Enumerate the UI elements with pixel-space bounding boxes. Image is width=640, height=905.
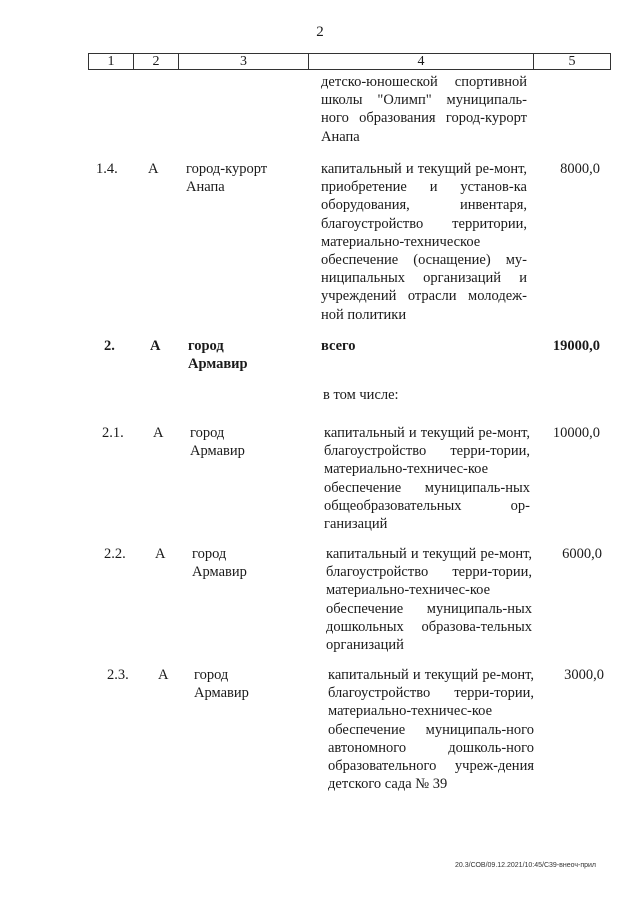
row-amount: 3000,0 bbox=[564, 667, 604, 683]
header-col-1: 1 bbox=[88, 54, 133, 69]
header-col-3: 3 bbox=[178, 54, 308, 69]
row-municipality: город-курорт Анапа bbox=[186, 161, 268, 196]
row-letter: А bbox=[153, 425, 164, 441]
row-number: 2.1. bbox=[102, 425, 124, 441]
row-municipality: город Армавир bbox=[188, 338, 248, 373]
row-description: капитальный и текущий ре-монт, благоустройство терри-тории, материально-техничес-кое обеспечение муниципаль-ного автономного дошколь-ного образовательного учреж-дения детского сада № 39 bbox=[328, 667, 534, 793]
row-number: 2.2. bbox=[104, 546, 126, 562]
row-letter: А bbox=[155, 546, 166, 562]
document-code-footer: 20.3/СОВ/09.12.2021/10:45/С39-внеоч-прил bbox=[455, 862, 597, 869]
row-letter: А bbox=[158, 667, 169, 683]
row-letter: А bbox=[150, 338, 161, 354]
row-municipality: город Армавир bbox=[190, 425, 245, 460]
row-description: капитальный и текущий ре-монт, приобретение и установ-ка оборудования, инвентаря, благоустройство территории, материально-техническое обеспечение (оснащение) му-ниципальных организаций и учреждений отрасли молодеж-ной политики bbox=[321, 161, 527, 323]
row-amount: 6000,0 bbox=[562, 546, 602, 562]
row-number: 2. bbox=[104, 338, 115, 354]
header-col-4: 4 bbox=[308, 54, 533, 69]
table-header bbox=[88, 53, 611, 70]
header-col-5: 5 bbox=[533, 54, 611, 69]
row-description: капитальный и текущий ре-монт, благоустройство терри-тории, материально-техничес-кое обеспечение муниципаль-ных общеобразовательных ор-ганизаций bbox=[324, 425, 530, 533]
subtotal-label: в том числе: bbox=[323, 387, 399, 403]
row-letter: А bbox=[148, 161, 159, 177]
row-description: всего bbox=[321, 338, 356, 354]
row-number: 1.4. bbox=[96, 161, 118, 177]
row-amount: 8000,0 bbox=[560, 161, 600, 177]
row-amount: 19000,0 bbox=[552, 338, 600, 354]
row-number: 2.3. bbox=[107, 667, 129, 683]
continuation-description: детско-юношеской спортивной школы "Олимп" муниципаль-ного образования город-курорт Анапа bbox=[321, 74, 527, 145]
row-municipality: город Армавир bbox=[194, 667, 249, 702]
header-col-2: 2 bbox=[133, 54, 178, 69]
row-amount: 10000,0 bbox=[552, 425, 600, 441]
row-description: капитальный и текущий ре-монт, благоустройство терри-тории, материально-техничес-кое обеспечение муниципаль-ных дошкольных образова-тельных организаций bbox=[326, 546, 532, 654]
page-number: 2 bbox=[316, 24, 324, 40]
row-municipality: город Армавир bbox=[192, 546, 247, 581]
